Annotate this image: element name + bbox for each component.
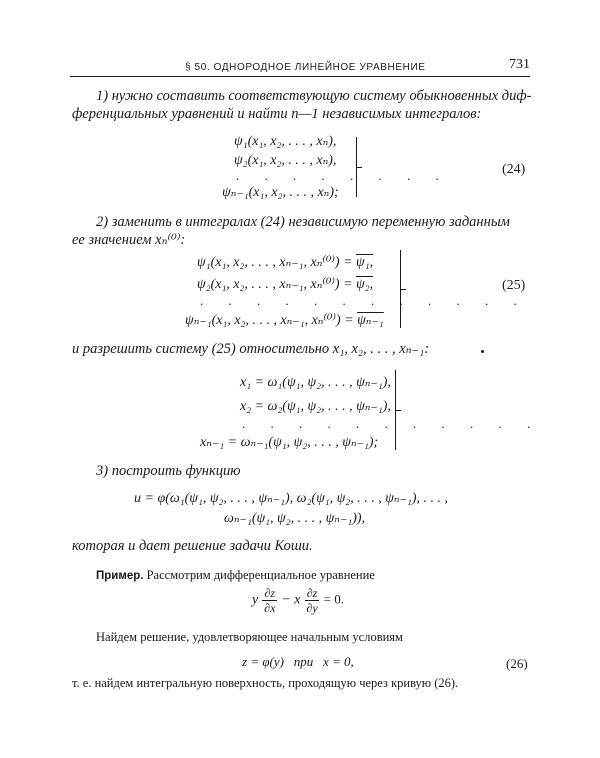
- step3-text: 3) построить функцию: [96, 463, 241, 479]
- example-text: Рассмотрим дифференциальное уравнение: [146, 568, 375, 582]
- sys24-row1: ψ₁(x₁, x₂, . . . , xₙ),: [234, 134, 337, 149]
- sys26-row2: x₂ = ω₂(ψ₁, ψ₂, . . . , ψₙ₋₁),: [240, 399, 391, 414]
- eq-label-26: (26): [506, 656, 528, 671]
- example-label: Пример.: [96, 570, 144, 582]
- sys26-dots: . . . . . . . . . . .: [242, 416, 542, 431]
- function-u-line1: u = φ(ω₁(ψ₁, ψ₂, . . . , ψₙ₋₁), ω₂(ψ₁, ψ₂, . . . , ψₙ₋₁), . . . ,: [134, 491, 449, 506]
- sys24-brace: [348, 137, 357, 197]
- solve-text: и разрешить систему (25) относительно x₁, x₂, . . . , xₙ₋₁:: [72, 341, 430, 357]
- sys25-row2: ψ₂(x₁, x₂, . . . , xₙ₋₁, xₙ⁽⁰⁾) = ψ₂,: [197, 277, 374, 292]
- sys25-dots: . . . . . . . . . . . .: [200, 293, 528, 308]
- sys26-row1: x₁ = ω₁(ψ₁, ψ₂, . . . , ψₙ₋₁),: [240, 375, 391, 390]
- step2-line2: ее значением xₙ⁽⁰⁾:: [72, 232, 186, 248]
- example-paragraph: [96, 568, 375, 583]
- sys26-brace: [387, 370, 396, 450]
- sys24-row2: ψ₂(x₁, x₂, . . . , xₙ),: [234, 153, 337, 168]
- final-text: т. е. найдем интегральную поверхность, проходящую через кривую (26).: [72, 676, 459, 690]
- eq-label-25: (25): [502, 278, 526, 293]
- header-rule: [70, 76, 530, 77]
- speck: [481, 350, 484, 353]
- sys24-row3: ψₙ₋₁(x₁, x₂, . . . , xₙ);: [222, 185, 339, 200]
- page-number: 731: [509, 57, 530, 72]
- running-head: § 50. ОДНОРОДНОЕ ЛИНЕЙНОЕ УРАВНЕНИЕ: [185, 62, 426, 73]
- function-u-line2: ωₙ₋₁(ψ₁, ψ₂, . . . , ψₙ₋₁)),: [224, 511, 366, 526]
- step1-line1: 1) нужно составить соответствующую систему обыкновенных диф-: [96, 88, 532, 104]
- sys24-dots: . . . . . . . .: [236, 168, 450, 183]
- sys25-row3: ψₙ₋₁(x₁, x₂, . . . , xₙ₋₁, xₙ⁽⁰⁾) = ψₙ₋₁: [185, 313, 384, 328]
- sys25-brace: [392, 250, 401, 328]
- cauchy-text: которая и дает решение задачи Коши.: [72, 538, 313, 554]
- find-text: Найдем решение, удовлетворяющее начальным условиям: [96, 630, 403, 644]
- initial-condition: z = φ(y) при x = 0,: [242, 654, 354, 669]
- eq-label-24: (24): [502, 162, 526, 177]
- step2-line1: 2) заменить в интегралах (24) независимую переменную заданным: [96, 214, 510, 230]
- step1-line2: ференциальных уравнений и найти n—1 независимых интегралов:: [72, 106, 482, 122]
- sys25-row1: ψ₁(x₁, x₂, . . . , xₙ₋₁, xₙ⁽⁰⁾) = ψ₁,: [197, 255, 374, 270]
- example-equation: y $\frac{\partial z}{\partial x}$ − x $\frac{\partial z}{\partial y}$ = 0.: [252, 586, 344, 615]
- sys26-row3: xₙ₋₁ = ωₙ₋₁(ψ₁, ψ₂, . . . , ψₙ₋₁);: [200, 435, 379, 450]
